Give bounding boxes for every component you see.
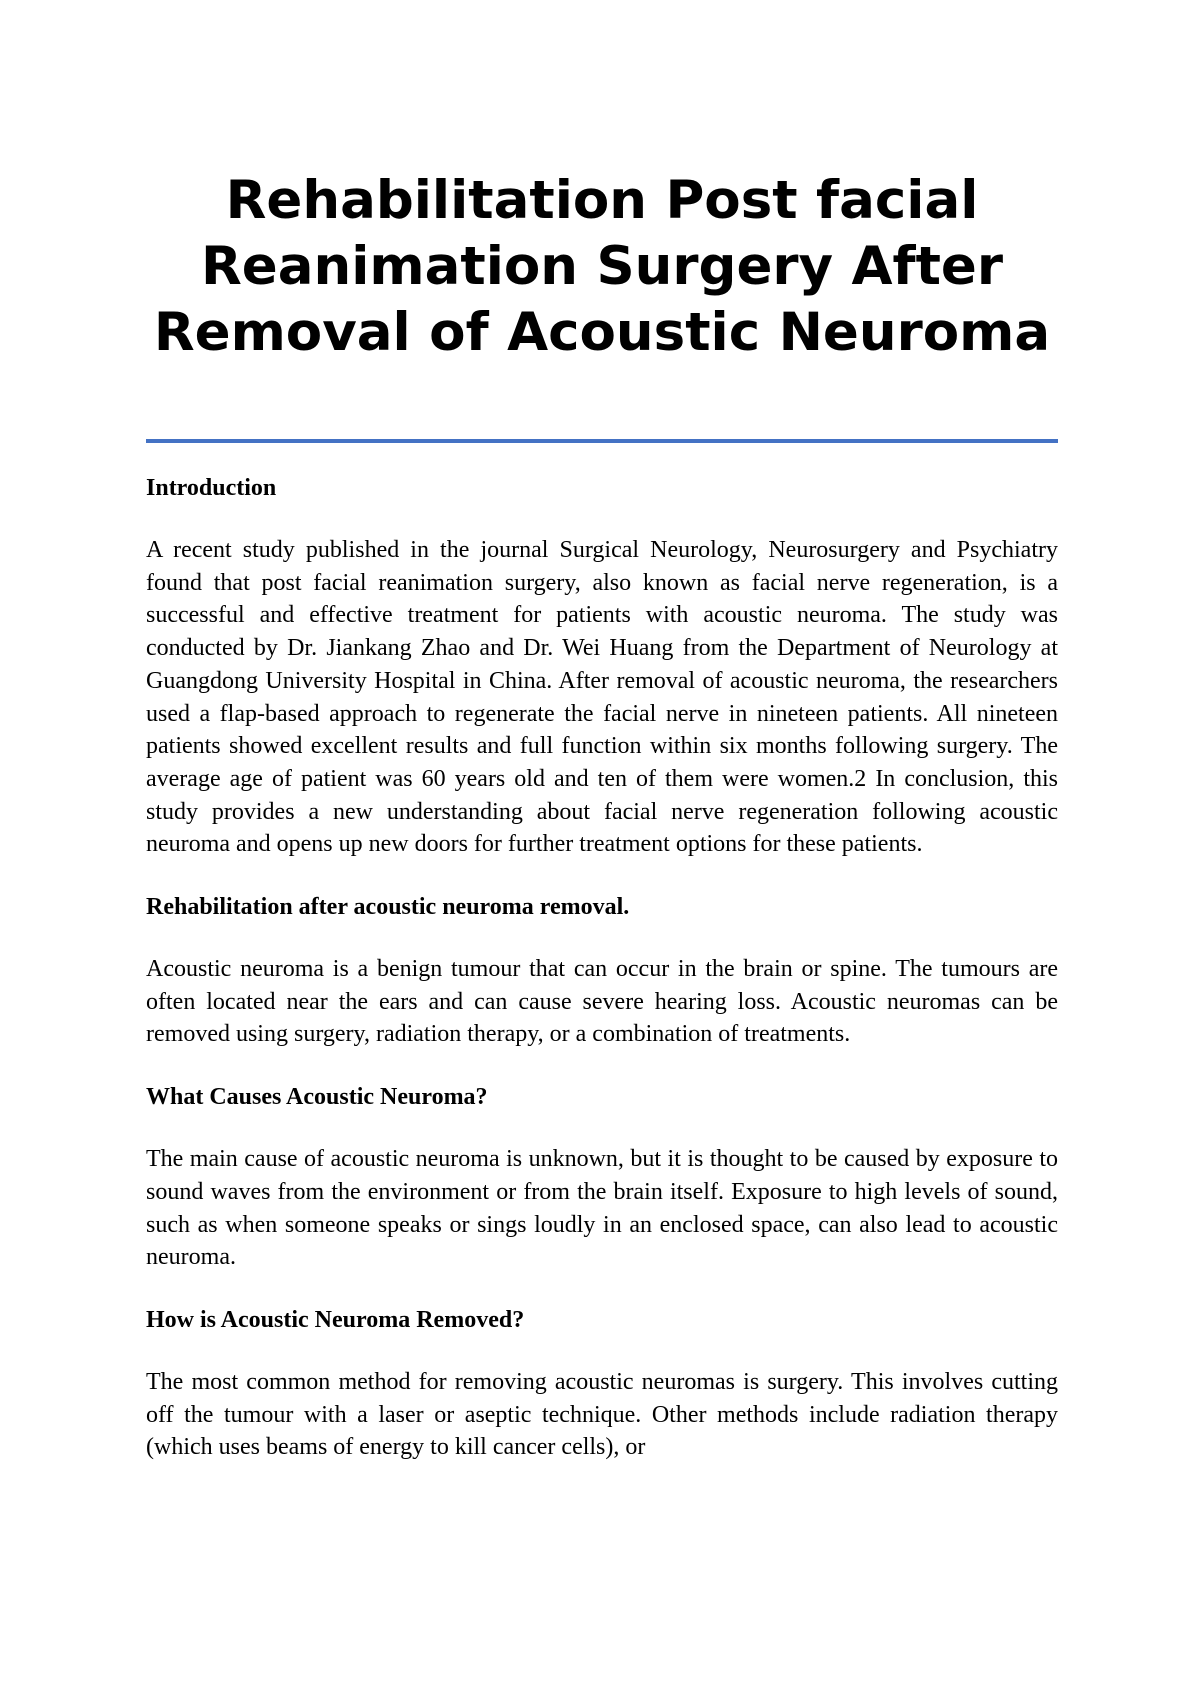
section-paragraph: Acoustic neuroma is a benign tumour that can occur in the brain or spine. The tumours are often located near the ears and can cause severe hearing loss. Acoustic neuromas can be removed using surgery, radiation therapy, or a combination of treatments. <box>146 956 1058 1048</box>
section-rehabilitation <box>146 891 1058 1051</box>
section-paragraph: The most common method for removing acoustic neuromas is surgery. This involves cutting off the tumour with a laser or aseptic technique. Other methods include radiation therapy (which uses beams of energy to kill cancer cells), or <box>146 1368 1058 1461</box>
section-heading: Introduction <box>146 475 277 501</box>
section-causes <box>146 1081 1058 1274</box>
section-paragraph: The main cause of acoustic neuroma is unknown, but it is thought to be caused by exposure to sound waves from the environment or from the brain itself. Exposure to high levels of sound, such as when someone speaks or sings loudly in an enclosed space, can also lead to acoustic neuroma. <box>146 1146 1058 1271</box>
section-paragraph: A recent study published in the journal Surgical Neurology, Neurosurgery and Psychiatry found that post facial reanimation surgery, also known as facial nerve regeneration, is a successful and effective treatment for patients with acoustic neuroma. The study was conducted by Dr. Jiankang Zhao and Dr. Wei Huang from the Department of Neurology at Guangdong University Hospital in China. After removal of acoustic neuroma, the researchers used a flap-based approach to regenerate the facial nerve in nineteen patients. All nineteen patients showed excellent results and full function within six months following surgery. The average age of patient was 60 years old and ten of them were women.2 In conclusion, this study provides a new understanding about facial nerve regeneration following acoustic neuroma and opens up new doors for further treatment options for these patients. <box>146 537 1058 858</box>
document-title: Rehabilitation Post facial Reanimation Surgery After Removal of Acoustic Neuroma <box>153 170 1051 363</box>
section-heading: What Causes Acoustic Neuroma? <box>146 1084 488 1111</box>
document-body <box>146 472 1058 1494</box>
section-heading: Rehabilitation after acoustic neuroma removal. <box>146 894 630 921</box>
section-heading: How is Acoustic Neuroma Removed? <box>146 1306 525 1333</box>
title-divider <box>146 439 1058 443</box>
section-removal <box>146 1304 1058 1464</box>
section-introduction <box>146 472 1058 861</box>
